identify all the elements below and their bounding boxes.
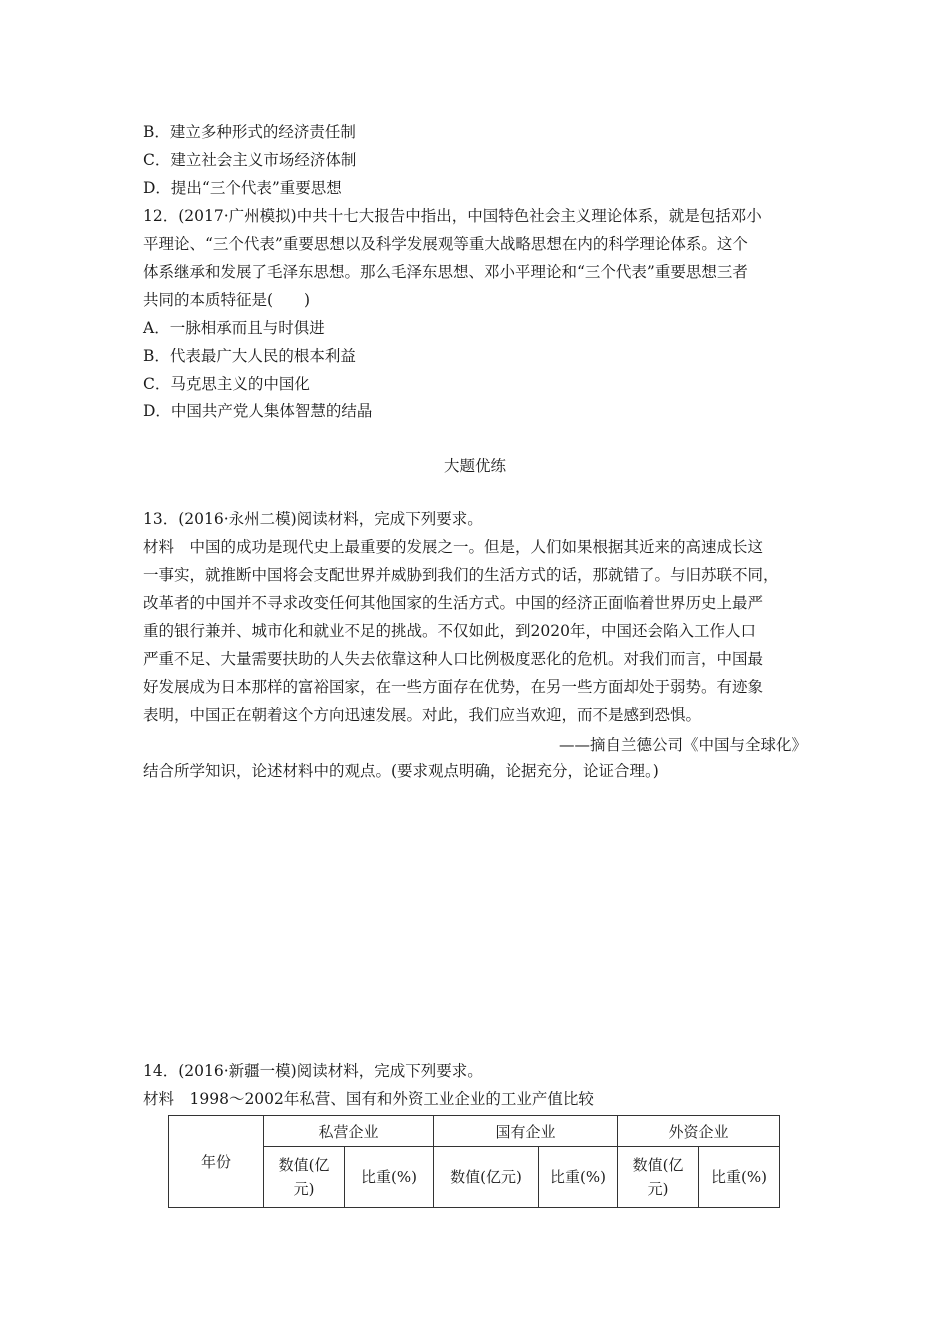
section-title: 大题优练 — [443, 457, 506, 475]
q12-line-4: 共同的本质特征是( ) — [143, 291, 311, 309]
q13-source: ——摘自兰德公司《中国与全球化》 — [558, 736, 807, 754]
table-subheader-state-value: 数值(亿元) — [434, 1147, 539, 1208]
table-header-year: 年份 — [169, 1116, 264, 1208]
q12-option-d: D．中国共产党人集体智慧的结晶 — [143, 402, 373, 420]
table-header-state: 国有企业 — [434, 1116, 618, 1147]
option-d-prev: D．提出“三个代表”重要思想 — [143, 179, 342, 197]
q13-material-line-4: 重的银行兼并、城市化和就业不足的挑战。不仅如此，到2020年，中国还会陷入工作人口 — [143, 622, 756, 640]
q12-line-3: 体系继承和发展了毛泽东思想。那么毛泽东思想、邓小平理论和“三个代表”重要思想三者 — [143, 263, 748, 281]
q13-material-line-2: 一事实，就推断中国将会支配世界并威胁到我们的生活方式的话，那就错了。与旧苏联不同， — [143, 566, 779, 584]
q12-option-a: A．一脉相承而且与时俱进 — [143, 319, 325, 337]
q13-material-line-7: 表明，中国正在朝着这个方向迅速发展。对此，我们应当欢迎，而不是感到恐惧。 — [143, 706, 702, 724]
q12-line-2: 平理论、“三个代表”重要思想以及科学发展观等重大战略思想在内的科学理论体系。这个 — [143, 235, 748, 253]
table-subheader-private-share: 比重(%) — [345, 1147, 434, 1208]
option-c-prev: C．建立社会主义市场经济体制 — [143, 151, 357, 169]
table-header-private: 私营企业 — [264, 1116, 434, 1147]
output-comparison-table — [168, 1115, 780, 1208]
table-subheader-state-share: 比重(%) — [539, 1147, 618, 1208]
q12-option-c: C．马克思主义的中国化 — [143, 375, 310, 393]
q14-header: 14．(2016·新疆一模)阅读材料，完成下列要求。 — [143, 1062, 483, 1080]
table-header-foreign: 外资企业 — [618, 1116, 780, 1147]
q14-material: 材料 1998～2002年私营、国有和外资工业企业的工业产值比较 — [143, 1090, 594, 1108]
table-subheader-foreign-value: 数值(亿元) — [618, 1147, 699, 1208]
q13-material-line-1: 材料 中国的成功是现代史上最重要的发展之一。但是，人们如果根据其近来的高速成长这 — [143, 538, 764, 556]
q13-task: 结合所学知识，论述材料中的观点。(要求观点明确，论据充分，论证合理。) — [143, 762, 659, 780]
table-subheader-private-value: 数值(亿元) — [264, 1147, 345, 1208]
q13-header: 13．(2016·永州二模)阅读材料，完成下列要求。 — [143, 510, 483, 528]
q13-material-line-5: 严重不足、大量需要扶助的人失去依靠这种人口比例极度恶化的危机。对我们而言，中国最 — [143, 650, 764, 668]
option-b-prev: B．建立多种形式的经济责任制 — [143, 123, 356, 141]
q13-material-line-6: 好发展成为日本那样的富裕国家，在一些方面存在优势，在另一些方面却处于弱势。有迹象 — [143, 678, 764, 696]
table-subheader-foreign-share: 比重(%) — [699, 1147, 780, 1208]
q13-material-line-3: 改革者的中国并不寻求改变任何其他国家的生活方式。中国的经济正面临着世界历史上最严 — [143, 594, 764, 612]
q12-line-1: 12．(2017·广州模拟)中共十七大报告中指出，中国特色社会主义理论体系，就是包括邓小 — [143, 207, 762, 225]
q12-option-b: B．代表最广大人民的根本利益 — [143, 347, 356, 365]
